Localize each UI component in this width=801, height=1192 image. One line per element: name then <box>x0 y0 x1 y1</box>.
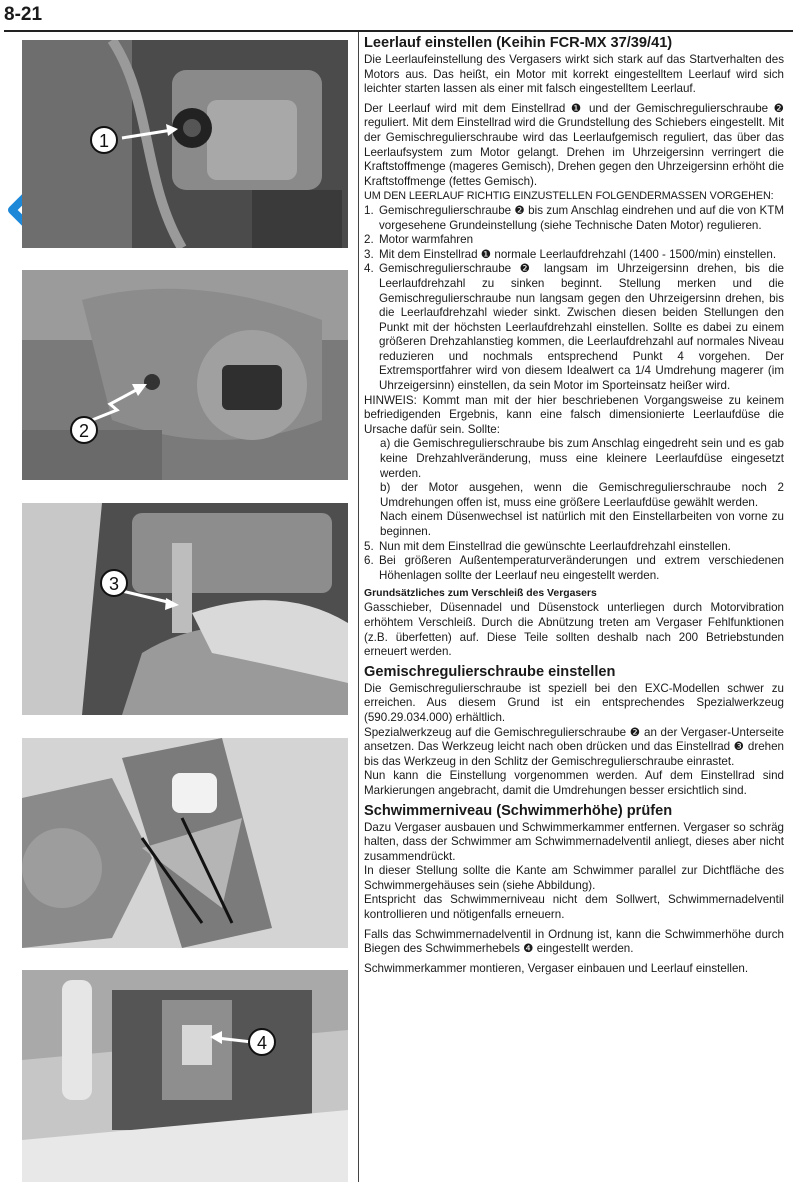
callout-3-label: 3 <box>108 574 120 594</box>
photo-mixture-screw <box>22 270 348 480</box>
paragraph: In dieser Stellung sollte die Kante am Schwimmer parallel zur Dichtfläche des Schwimmergehäuses sein (siehe Abbildung). <box>364 864 784 892</box>
photo-idle-adjust-wheel <box>22 40 348 248</box>
step-item: 1. Gemischregulierschraube ❷ bis zum Anschlag eindrehen und auf die von KTM vorgesehene Grundeinstellung (siehe Technische Daten Motor) regulieren. <box>364 203 784 232</box>
paragraph: Spezialwerkzeug auf die Gemischregulierschraube ❷ an der Vergaser-Unterseite ansetzen. Das Werkzeug leicht nach oben drücken und das Einstellrad ❸ drehen bis das Werkzeug in den Schlitz der Gemischregulierschraube einrastet. <box>364 725 784 768</box>
page-number: 8-21 <box>4 4 43 25</box>
step-item: 4. Gemischregulierschraube ❷ langsam im Uhrzeigersinn drehen, bis die Leerlaufdrehzahl zu sinken beginnt. Stellung merken und die Gemischregulierschraube nun langsam gegen den Uhrzeigersinn drehen, bis die Leerlaufdrehzahl wieder sinkt. Zwischen diesen beiden Stellungen den Punkt mit der höchsten Leerlaufdrehzahl einstellen. Sollte es dabei zu einem größeren Drehzahlanstieg kommen, die Leerlaufdrehzahl auf normales Niveau reduzieren und nochmals entsprechend Punkt 4 vorgehen. Der Extremsportfahrer wird von diesem Idealwert ca 1/4 Umdrehung magerer (im Uhrzeigersinn) einstellen, da sein Motor im Sporteinsatz heißer wird. <box>364 262 784 393</box>
heading-mixture-screw: Gemischregulierschraube einstellen <box>364 663 616 680</box>
paragraph: Die Leerlaufeinstellung des Vergasers wirkt sich stark auf das Startverhalten des Motors aus. Das heißt, ein Motor mit korrekt eingestelltem Leerlauf wird sich leichter starten lassen als einer mit falsch eingestelltem Leerlauf. <box>364 53 784 96</box>
paragraph: Schwimmerkammer montieren, Vergaser einbauen und Leerlauf einstellen. <box>364 961 749 975</box>
step-item: 5. Nun mit dem Einstellrad die gewünschte Leerlaufdrehzahl einstellen. <box>364 539 731 553</box>
step-item: 3. Mit dem Einstellrad ❶ normale Leerlaufdrehzahl (1400 - 1500/min) einstellen. <box>364 247 777 261</box>
note-sub-a: a) die Gemischregulierschraube bis zum Anschlag eingedreht sein und es gab keine Drehzahlveränderung, muss eine kleinere Leerlaufdüse eingesetzt werden. <box>380 437 784 480</box>
photo-special-tool <box>22 503 348 715</box>
photo-float-level <box>22 738 348 948</box>
callout-4-label: 4 <box>256 1033 268 1053</box>
column-divider <box>358 32 359 1182</box>
header-rule <box>4 30 793 32</box>
heading-wear: Grundsätzliches zum Verschleiß des Vergasers <box>364 588 597 600</box>
callout-2-label: 2 <box>78 421 90 441</box>
heading-idle-adjust: Leerlauf einstellen (Keihin FCR-MX 37/39/41) <box>364 35 673 51</box>
note-hinweis: HINWEIS: Kommt man mit der hier beschriebenen Vorgangsweise zu keinem befriedigenden Ergebnis, kann eine falsch dimensionierte Leerlaufdüse die Ursache dafür sein. Sollte: <box>364 393 784 436</box>
steps-list-2 <box>364 540 784 584</box>
paragraph: Nun kann die Einstellung vorgenommen werden. Auf dem Einstellrad sind Markierungen angebracht, damit die Umdrehungen besser ersichtlich sind. <box>364 769 784 797</box>
heading-float-level: Schwimmerniveau (Schwimmerhöhe) prüfen <box>364 802 673 819</box>
paragraph: Gasschieber, Düsennadel und Düsenstock unterliegen durch Motorvibration erhöhtem Verschleiß. Durch die Abnützung treten am Vergaser Fehlfunktionen (z.B. überfetten) auf. Diese Teile sollten deshalb nach 200 Betriebstunden erneuert werden. <box>364 601 784 659</box>
text-column <box>364 34 784 976</box>
step-item: 2. Motor warmfahren <box>364 233 474 247</box>
steps-list <box>364 204 784 394</box>
step-item: 6. Bei größeren Außentemperaturveränderungen und extrem verschiedenen Höhenlagen sollte der Leerlauf neu eingestellt werden. <box>364 554 784 582</box>
callout-1-label: 1 <box>98 131 110 151</box>
photo-float-lever <box>22 970 348 1182</box>
paragraph: Der Leerlauf wird mit dem Einstellrad ❶ und der Gemischregulierschraube ❷ reguliert. Mit dem Einstellrad wird die Grundstellung des Schiebers eingestellt. Mit der Gemischregulierschraube wird das Leerlaufgemisch reguliert, das über das Leerlaufsystem zum Motor gelangt. Drehen im Uhrzeigersinn verringert die Kraftstoffmenge (mageres Gemisch), Drehen gegen den Uhrzeigersinn erhöht die Kraftstoffmenge (fettes Gemisch). <box>364 101 784 188</box>
paragraph: Die Gemischregulierschraube ist speziell bei den EXC-Modellen schwer zu erreichen. Aus diesem Grund ist ein entsprechendes Spezialwerkzeug (590.29.034.000) erhältlich. <box>364 681 784 724</box>
paragraph: Entspricht das Schwimmerniveau nicht dem Sollwert, Schwimmernadelventil kontrollieren und nötigenfalls erneuern. <box>364 893 784 922</box>
procedure-caps: UM DEN LEERLAUF RICHTIG EINZUSTELLEN FOLGENDERMASSEN VORGEHEN: <box>364 190 774 203</box>
paragraph: Dazu Vergaser ausbauen und Schwimmerkammer entfernen. Vergaser so schräg halten, dass der Schwimmer am Schwimmernadelventil anliegt, dieses aber nicht zusammendrückt. <box>364 820 784 863</box>
note-sub-c: Nach einem Düsenwechsel ist natürlich mit den Einstellarbeiten von vorne zu beginnen. <box>380 510 784 538</box>
paragraph: Falls das Schwimmernadelventil in Ordnung ist, kann die Schwimmerhöhe durch Biegen des Schwimmerhebels ❹ eingestellt werden. <box>364 927 784 956</box>
note-sub-b: b) der Motor ausgehen, wenn die Gemischregulierschraube noch 2 Umdrehungen offen ist, muss eine größere Leerlaufdüse gewählt werden. <box>380 481 784 509</box>
